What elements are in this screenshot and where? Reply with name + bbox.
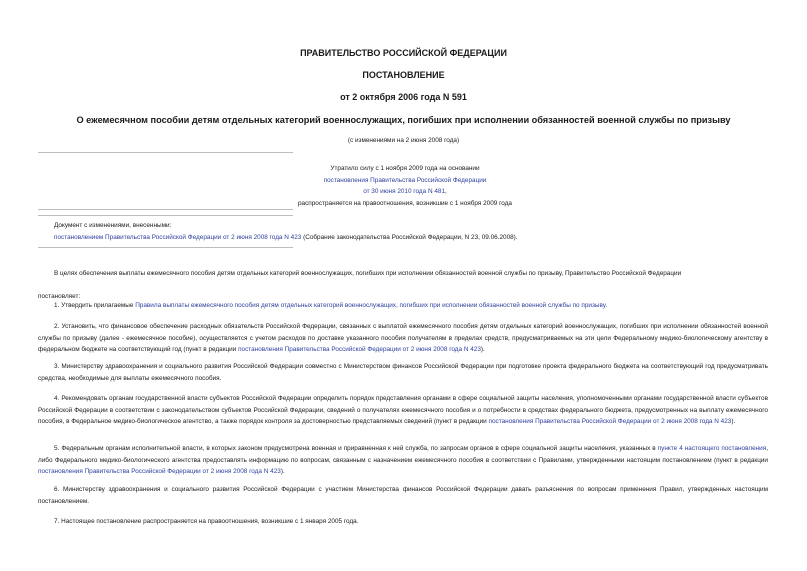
intro-paragraph (38, 268, 768, 280)
document-title: О ежемесячном пособии детям отдельных категорий военнослужащих, погибших при исполнении обязанностей военной службы по призыву (76, 115, 731, 125)
government-name: ПРАВИТЕЛЬСТВО РОССИЙСКОЙ ФЕДЕРАЦИИ (300, 48, 507, 58)
paragraph-3 (38, 361, 768, 384)
intro-text: В целях обеспечения выплаты ежемесячного пособия детям отдельных категорий военнослужащих, погибших при исполнении обязанностей военной службы по призыву, Правительство Российской Федерации (54, 270, 682, 277)
changes-note (54, 220, 768, 243)
paragraph-text: 7. Настоящее постановление распространяется на правоотношения, возникшие с 1 января 2005 года. (54, 518, 359, 525)
void-notice-line: Утратило силу с 1 ноября 2009 года на основании (330, 165, 480, 172)
paragraph-1 (38, 300, 768, 312)
divider (38, 152, 293, 153)
paragraph-5 (38, 443, 768, 478)
void-notice-comma: , (445, 188, 447, 195)
paragraph-text: 2. Установить, что финансовое обеспечение расходных обязательств Российской Федерации, связанных с выплатой ежемесячного пособия детям отдельных категорий военнослужащих, погибших при исполнении обязанностей военной службы по призыву (далее - ежемесячное пособие), осуществляется с учетом расходов по доставке указанного пособия получателям в пределах средств, предусматриваемых на эти цели Федеральному медико-биологическому агентству в федеральном бюджете на соответствующий год (пункт в редакции (38, 323, 768, 353)
paragraph-text: 4. Рекомендовать органам государственной власти субъектов Российской Федерации определить порядок представления органами в сфере социальной защиты населения, уполномоченными органами государственной власти субъектов Российской Федерации в соответствии с законодательством субъектов Российской Федерации, сведений о получателях ежемесячного пособия и о потребности в средствах федерального бюджета, предусмотренных на выплату ежемесячного пособия, в Федеральное медико-биологическое агентство, а также порядок контроля за достоверностью представляемых сведений (пункт в редакции (38, 395, 768, 425)
amendment-link[interactable]: постановления Правительства Российской Федерации от 2 июня 2008 года N 423 (238, 346, 481, 353)
paragraph-4 (38, 393, 768, 428)
resolves-text: постановляет: (38, 293, 81, 300)
paragraph-text: 1. Утвердить прилагаемые (54, 302, 136, 309)
paragraph-text: 3. Министерству здравоохранения и социального развития Российской Федерации совместно с Министерством финансов Российской Федерации при подготовке проекта федерального бюджета на соответствующий год предусматривать средства, необходимые для выплаты ежемесячного пособия. (38, 363, 768, 382)
paragraph-text: 6. Министерству здравоохранения и социального развития Российской Федерации с участием Министерства финансов Российской Федерации давать разъяснения по вопросам применения Правил, утвержденных настоящим постановлением. (38, 486, 768, 505)
divider (38, 247, 293, 248)
paragraph-text: ). (731, 418, 736, 425)
void-notice-link[interactable]: постановления Правительства Российской Федерации (323, 176, 487, 184)
paragraph-text: . (605, 302, 608, 309)
paragraph-text: 5. Федеральным органам исполнительной власти, в которых законом предусмотрена военная и приравненная к ней служба, по запросам органов в сфере социальной защиты населения, указанных в (54, 445, 658, 452)
amendment-link[interactable]: постановления Правительства Российской Федерации от 2 июня 2008 года N 423 (38, 468, 281, 475)
changes-note-line: Документ с изменениями, внесенными: (54, 222, 172, 229)
paragraph-text: ). (480, 346, 485, 353)
document-type: ПОСТАНОВЛЕНИЕ (362, 70, 445, 80)
paragraph-7 (38, 516, 768, 528)
changes-note-suffix: (Собрание законодательства Российской Федерации, N 23, 09.06.2008). (301, 233, 518, 241)
document-date-number: от 2 октября 2006 года N 591 (340, 92, 467, 102)
amendment-link[interactable]: постановления Правительства Российской Федерации от 2 июня 2008 года N 423 (488, 418, 732, 425)
void-notice-line: распространяется на правоотношения, возникшие с 1 ноября 2009 года (297, 199, 512, 207)
amendment-note: (с изменениями на 2 июня 2008 года) (347, 137, 460, 144)
void-notice (260, 163, 550, 209)
paragraph-2 (38, 321, 768, 356)
paragraph-6 (38, 484, 768, 507)
void-notice-link-date[interactable]: от 30 июня 2010 года N 481 (363, 188, 446, 195)
rules-link[interactable]: Правила выплаты ежемесячного пособия детям отдельных категорий военнослужащих, погибших при исполнении обязанностей военной службы по призыву (135, 302, 606, 309)
divider (38, 215, 293, 216)
changes-note-link[interactable]: постановлением Правительства Российской Федерации от 2 июня 2008 года N 423 (54, 233, 302, 241)
paragraph-text: , либо Федерального медико-биологического агентства предоставлять информацию по вопросам, связанным с назначением ежемесячного пособия в соответствии с Правилами, утвержденными настоящим постановлением (пункт в редакции (38, 445, 768, 464)
divider (38, 209, 293, 210)
paragraph-text: ). (280, 468, 285, 475)
point-4-link[interactable]: пункте 4 настоящего постановления (657, 445, 767, 452)
